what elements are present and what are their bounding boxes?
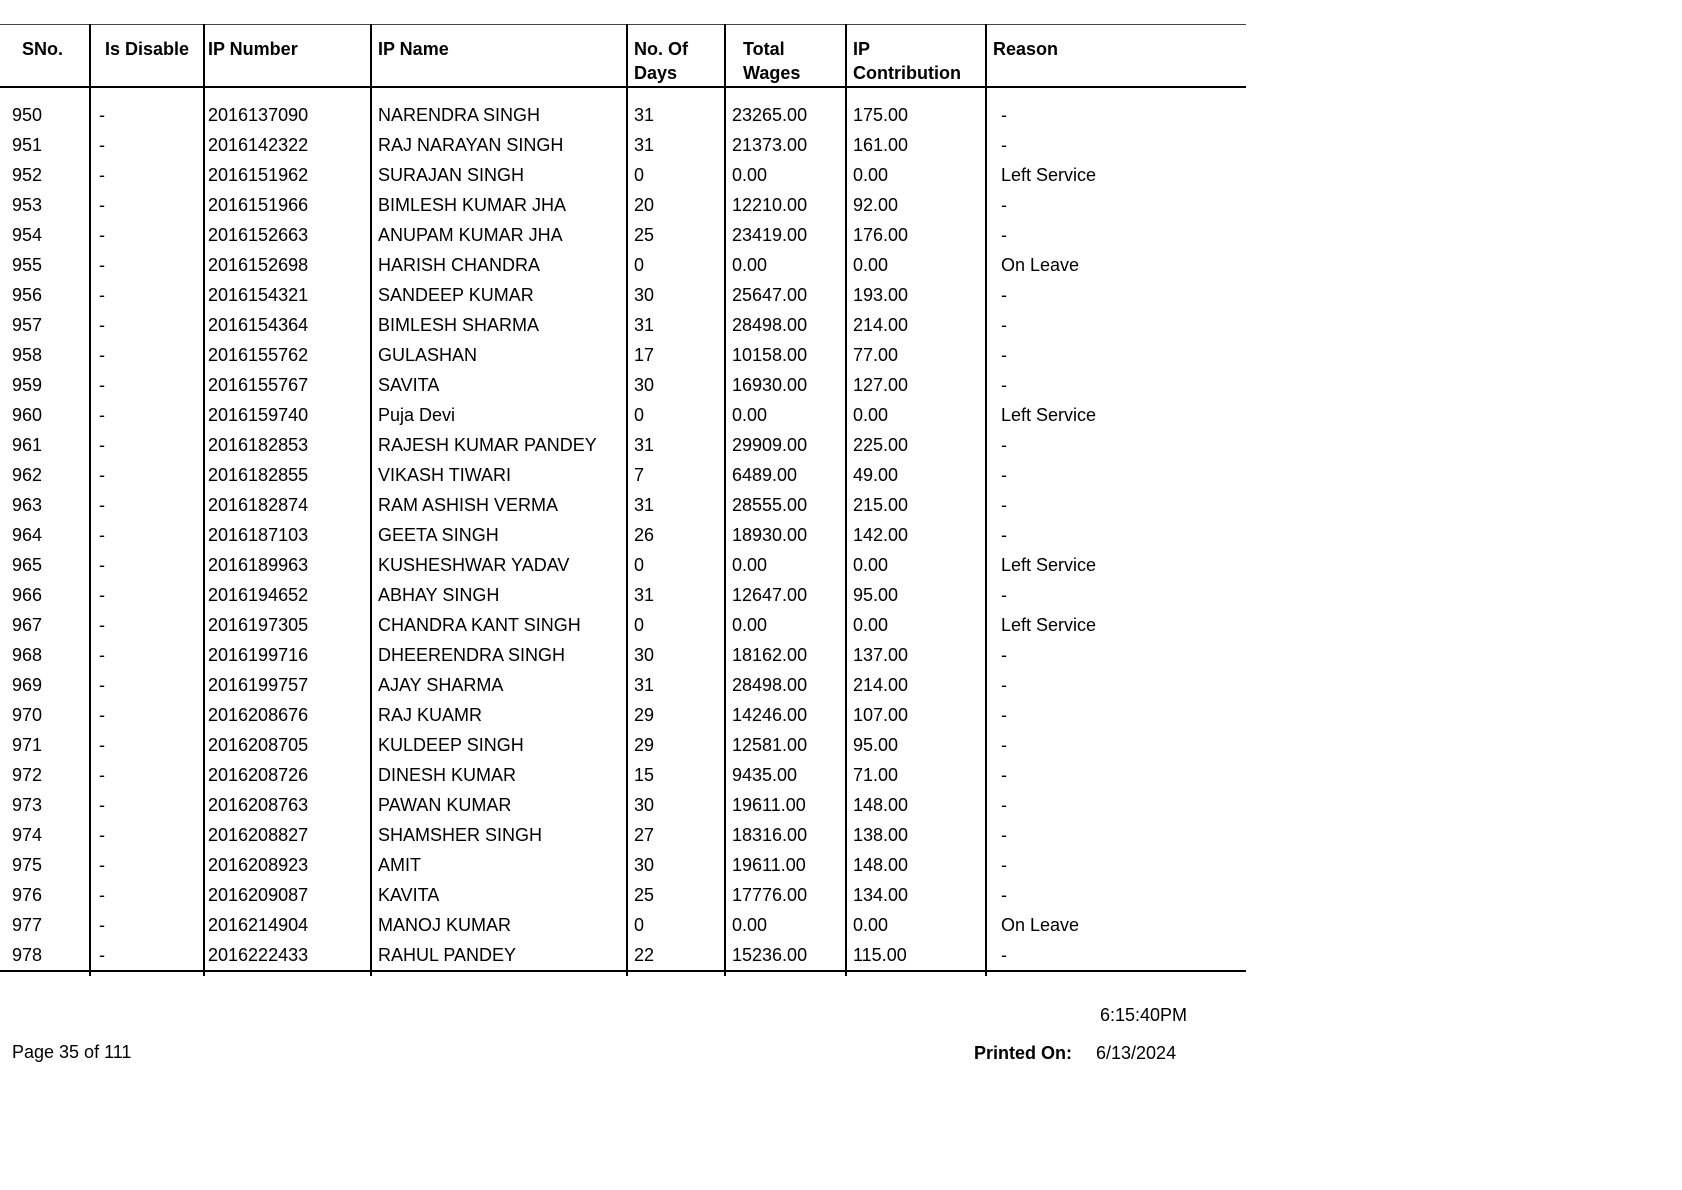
cell-ip-name: PAWAN KUMAR [371, 790, 627, 820]
table-row [0, 520, 1246, 550]
cell-is-disable: - [90, 850, 204, 880]
cell-ip-number: 2016159740 [204, 400, 371, 430]
cell-ip-number: 2016182853 [204, 430, 371, 460]
cell-ip-contribution: 95.00 [846, 580, 986, 610]
header-reason: Reason [986, 25, 1246, 87]
header-row [0, 25, 1246, 87]
cell-total-wages: 0.00 [725, 610, 846, 640]
cell-is-disable: - [90, 610, 204, 640]
table-row [0, 250, 1246, 280]
cell-sno: 956 [12, 284, 43, 305]
cell-no-of-days: 0 [627, 160, 725, 190]
cell-total-wages: 12647.00 [725, 580, 846, 610]
cell-no-of-days: 31 [627, 310, 725, 340]
cell-ip-contribution: 95.00 [846, 730, 986, 760]
table-row [0, 550, 1246, 580]
cell-reason: - [986, 310, 1246, 340]
cell-no-of-days: 31 [627, 670, 725, 700]
cell-reason: - [986, 340, 1246, 370]
cell-ip-number: 2016208763 [204, 790, 371, 820]
cell-total-wages: 19611.00 [725, 850, 846, 880]
cell-no-of-days: 29 [627, 730, 725, 760]
cell-ip-name: ABHAY SINGH [371, 580, 627, 610]
cell-no-of-days: 31 [627, 430, 725, 460]
cell-sno: 963 [12, 494, 43, 515]
cell-is-disable: - [90, 400, 204, 430]
cell-ip-contribution: 148.00 [846, 850, 986, 880]
cell-no-of-days: 31 [627, 490, 725, 520]
cell-ip-name: VIKASH TIWARI [371, 460, 627, 490]
cell-total-wages: 10158.00 [725, 340, 846, 370]
cell-ip-number: 2016137090 [204, 100, 371, 130]
cell-ip-number: 2016154364 [204, 310, 371, 340]
cell-reason: - [986, 100, 1246, 130]
cell-ip-name: SHAMSHER SINGH [371, 820, 627, 850]
header-no-of-days: No. Of Days [627, 25, 725, 87]
cell-ip-contribution: 49.00 [846, 460, 986, 490]
cell-sno: 964 [12, 524, 43, 545]
table-row [0, 100, 1246, 130]
table-tail-row [0, 971, 1246, 976]
cell-total-wages: 28555.00 [725, 490, 846, 520]
cell-reason: - [986, 580, 1246, 610]
cell-ip-name: ANUPAM KUMAR JHA [371, 220, 627, 250]
cell-ip-number: 2016189963 [204, 550, 371, 580]
cell-total-wages: 23265.00 [725, 100, 846, 130]
cell-total-wages: 29909.00 [725, 430, 846, 460]
cell-total-wages: 0.00 [725, 160, 846, 190]
cell-reason: On Leave [986, 910, 1246, 940]
table-row [0, 910, 1246, 940]
cell-sno: 965 [12, 554, 43, 575]
cell-no-of-days: 31 [627, 130, 725, 160]
cell-is-disable: - [90, 940, 204, 971]
table-row [0, 160, 1246, 190]
cell-ip-number: 2016197305 [204, 610, 371, 640]
cell-ip-name: CHANDRA KANT SINGH [371, 610, 627, 640]
cell-ip-contribution: 77.00 [846, 340, 986, 370]
header-ip-number: IP Number [204, 25, 371, 87]
cell-ip-number: 2016142322 [204, 130, 371, 160]
table-row [0, 730, 1246, 760]
cell-no-of-days: 25 [627, 220, 725, 250]
cell-ip-contribution: 225.00 [846, 430, 986, 460]
cell-is-disable: - [90, 190, 204, 220]
cell-ip-contribution: 0.00 [846, 160, 986, 190]
cell-ip-name: AMIT [371, 850, 627, 880]
table-row [0, 610, 1246, 640]
cell-sno: 975 [12, 854, 43, 875]
cell-sno: 957 [12, 314, 43, 335]
cell-ip-name: SANDEEP KUMAR [371, 280, 627, 310]
cell-reason: - [986, 190, 1246, 220]
cell-sno: 967 [12, 614, 43, 635]
cell-ip-contribution: 92.00 [846, 190, 986, 220]
cell-total-wages: 6489.00 [725, 460, 846, 490]
table-row [0, 940, 1246, 971]
cell-ip-contribution: 115.00 [846, 940, 986, 971]
cell-ip-number: 2016151962 [204, 160, 371, 190]
cell-reason: - [986, 490, 1246, 520]
footer-printed-on-label: Printed On: [974, 1043, 1072, 1063]
cell-is-disable: - [90, 730, 204, 760]
cell-ip-name: GULASHAN [371, 340, 627, 370]
cell-is-disable: - [90, 280, 204, 310]
cell-is-disable: - [90, 760, 204, 790]
cell-ip-number: 2016151966 [204, 190, 371, 220]
cell-ip-number: 2016199757 [204, 670, 371, 700]
cell-ip-contribution: 148.00 [846, 790, 986, 820]
cell-total-wages: 0.00 [725, 400, 846, 430]
cell-ip-number: 2016199716 [204, 640, 371, 670]
cell-sno: 962 [12, 464, 43, 485]
header-ip-contribution: IP Contribution [846, 25, 986, 87]
cell-total-wages: 9435.00 [725, 760, 846, 790]
ip-contribution-table [0, 24, 1246, 976]
cell-no-of-days: 0 [627, 250, 725, 280]
cell-no-of-days: 27 [627, 820, 725, 850]
cell-ip-name: KAVITA [371, 880, 627, 910]
cell-sno: 968 [12, 644, 43, 665]
cell-sno: 955 [12, 254, 43, 275]
cell-total-wages: 14246.00 [725, 700, 846, 730]
cell-ip-name: MANOJ KUMAR [371, 910, 627, 940]
table-row [0, 310, 1246, 340]
cell-total-wages: 18162.00 [725, 640, 846, 670]
cell-sno: 969 [12, 674, 43, 695]
cell-reason: - [986, 670, 1246, 700]
table-row [0, 280, 1246, 310]
cell-ip-number: 2016152698 [204, 250, 371, 280]
cell-is-disable: - [90, 820, 204, 850]
cell-is-disable: - [90, 790, 204, 820]
cell-no-of-days: 7 [627, 460, 725, 490]
cell-ip-contribution: 176.00 [846, 220, 986, 250]
cell-ip-number: 2016222433 [204, 940, 371, 971]
cell-sno: 973 [12, 794, 43, 815]
table-row [0, 400, 1246, 430]
cell-ip-number: 2016182855 [204, 460, 371, 490]
cell-is-disable: - [90, 640, 204, 670]
cell-is-disable: - [90, 220, 204, 250]
cell-reason: - [986, 460, 1246, 490]
cell-ip-name: RAJ KUAMR [371, 700, 627, 730]
cell-ip-name: RAM ASHISH VERMA [371, 490, 627, 520]
cell-ip-number: 2016208676 [204, 700, 371, 730]
cell-sno: 978 [0, 940, 90, 971]
header-sno: SNo. [0, 25, 90, 87]
cell-ip-contribution: 71.00 [846, 760, 986, 790]
cell-ip-number: 2016155762 [204, 340, 371, 370]
cell-reason: - [986, 760, 1246, 790]
cell-total-wages: 21373.00 [725, 130, 846, 160]
cell-no-of-days: 31 [627, 580, 725, 610]
cell-ip-name: AJAY SHARMA [371, 670, 627, 700]
cell-ip-contribution: 138.00 [846, 820, 986, 850]
cell-ip-contribution: 0.00 [846, 610, 986, 640]
cell-total-wages: 18930.00 [725, 520, 846, 550]
footer-page-number: Page 35 of 111 [12, 1042, 132, 1062]
cell-is-disable: - [90, 910, 204, 940]
cell-ip-number: 2016155767 [204, 370, 371, 400]
cell-total-wages: 25647.00 [725, 280, 846, 310]
cell-ip-name: RAJESH KUMAR PANDEY [371, 430, 627, 460]
cell-sno: 966 [12, 584, 43, 605]
cell-reason: - [986, 820, 1246, 850]
cell-sno: 954 [12, 224, 43, 245]
cell-sno: 972 [12, 764, 43, 785]
table-header [0, 25, 1246, 87]
cell-no-of-days: 30 [627, 280, 725, 310]
cell-total-wages: 15236.00 [725, 940, 846, 971]
cell-reason: - [986, 370, 1246, 400]
cell-reason: - [986, 640, 1246, 670]
table-row [0, 850, 1246, 880]
cell-no-of-days: 31 [627, 100, 725, 130]
cell-ip-name: Puja Devi [371, 400, 627, 430]
cell-ip-contribution: 215.00 [846, 490, 986, 520]
table-row [0, 430, 1246, 460]
cell-no-of-days: 30 [627, 370, 725, 400]
cell-reason: - [986, 730, 1246, 760]
cell-ip-contribution: 0.00 [846, 910, 986, 940]
table-row [0, 670, 1246, 700]
table-row [0, 880, 1246, 910]
cell-ip-name: HARISH CHANDRA [371, 250, 627, 280]
cell-ip-contribution: 142.00 [846, 520, 986, 550]
cell-no-of-days: 20 [627, 190, 725, 220]
cell-reason: On Leave [986, 250, 1246, 280]
cell-ip-number: 2016208705 [204, 730, 371, 760]
cell-ip-contribution: 0.00 [846, 400, 986, 430]
table-row [0, 580, 1246, 610]
cell-ip-contribution: 134.00 [846, 880, 986, 910]
cell-reason: - [986, 220, 1246, 250]
table-spacer-row [0, 87, 1246, 100]
cell-no-of-days: 22 [627, 940, 725, 971]
cell-is-disable: - [90, 460, 204, 490]
cell-total-wages: 19611.00 [725, 790, 846, 820]
table-body [0, 87, 1246, 976]
cell-reason: Left Service [986, 550, 1246, 580]
cell-reason: - [986, 790, 1246, 820]
cell-ip-number: 2016194652 [204, 580, 371, 610]
header-is-disable: Is Disable [90, 25, 204, 87]
cell-ip-contribution: 214.00 [846, 670, 986, 700]
table-row [0, 190, 1246, 220]
cell-no-of-days: 30 [627, 790, 725, 820]
table-row [0, 640, 1246, 670]
cell-ip-contribution: 0.00 [846, 550, 986, 580]
cell-ip-number: 2016154321 [204, 280, 371, 310]
cell-reason: - [986, 880, 1246, 910]
cell-ip-name: SURAJAN SINGH [371, 160, 627, 190]
cell-is-disable: - [90, 340, 204, 370]
cell-ip-contribution: 193.00 [846, 280, 986, 310]
cell-sno: 950 [12, 104, 43, 125]
cell-ip-name: SAVITA [371, 370, 627, 400]
cell-reason: - [986, 430, 1246, 460]
cell-is-disable: - [90, 310, 204, 340]
cell-no-of-days: 30 [627, 850, 725, 880]
cell-sno: 961 [12, 434, 43, 455]
cell-no-of-days: 0 [627, 610, 725, 640]
header-total-wages: Total Wages [725, 25, 846, 87]
cell-ip-contribution: 107.00 [846, 700, 986, 730]
cell-total-wages: 12581.00 [725, 730, 846, 760]
cell-ip-contribution: 137.00 [846, 640, 986, 670]
cell-is-disable: - [90, 430, 204, 460]
cell-sno: 952 [12, 164, 43, 185]
cell-no-of-days: 25 [627, 880, 725, 910]
table-row [0, 370, 1246, 400]
cell-sno: 951 [12, 134, 43, 155]
cell-ip-name: DINESH KUMAR [371, 760, 627, 790]
footer-printed-on-date: 6/13/2024 [1096, 1043, 1177, 1063]
cell-sno: 960 [12, 404, 43, 425]
cell-total-wages: 28498.00 [725, 670, 846, 700]
cell-ip-contribution: 161.00 [846, 130, 986, 160]
cell-is-disable: - [90, 370, 204, 400]
cell-total-wages: 0.00 [725, 550, 846, 580]
cell-is-disable: - [90, 700, 204, 730]
cell-ip-contribution: 175.00 [846, 100, 986, 130]
cell-no-of-days: 30 [627, 640, 725, 670]
cell-is-disable: - [90, 490, 204, 520]
cell-ip-number: 2016208923 [204, 850, 371, 880]
cell-ip-name: BIMLESH SHARMA [371, 310, 627, 340]
cell-sno: 974 [12, 824, 43, 845]
cell-ip-contribution: 127.00 [846, 370, 986, 400]
cell-reason: Left Service [986, 610, 1246, 640]
cell-sno: 958 [12, 344, 43, 365]
cell-is-disable: - [90, 580, 204, 610]
cell-is-disable: - [90, 550, 204, 580]
cell-ip-number: 2016182874 [204, 490, 371, 520]
cell-is-disable: - [90, 250, 204, 280]
cell-reason: - [986, 520, 1246, 550]
table-row [0, 340, 1246, 370]
cell-ip-number: 2016209087 [204, 880, 371, 910]
cell-ip-name: KUSHESHWAR YADAV [371, 550, 627, 580]
table-row [0, 220, 1246, 250]
cell-no-of-days: 0 [627, 910, 725, 940]
cell-total-wages: 0.00 [725, 910, 846, 940]
cell-sno: 977 [12, 914, 43, 935]
cell-sno: 959 [12, 374, 43, 395]
cell-ip-number: 2016214904 [204, 910, 371, 940]
cell-reason: - [986, 940, 1246, 971]
cell-no-of-days: 0 [627, 550, 725, 580]
cell-total-wages: 23419.00 [725, 220, 846, 250]
cell-reason: Left Service [986, 400, 1246, 430]
cell-is-disable: - [90, 100, 204, 130]
table-row [0, 820, 1246, 850]
cell-ip-name: KULDEEP SINGH [371, 730, 627, 760]
cell-ip-name: RAHUL PANDEY [371, 940, 627, 971]
footer-print-time: 6:15:40PM [1100, 1005, 1188, 1025]
cell-is-disable: - [90, 520, 204, 550]
cell-sno: 971 [12, 734, 43, 755]
cell-ip-name: DHEERENDRA SINGH [371, 640, 627, 670]
cell-no-of-days: 17 [627, 340, 725, 370]
cell-no-of-days: 26 [627, 520, 725, 550]
cell-reason: - [986, 700, 1246, 730]
cell-ip-name: RAJ NARAYAN SINGH [371, 130, 627, 160]
cell-ip-name: NARENDRA SINGH [371, 100, 627, 130]
cell-total-wages: 0.00 [725, 250, 846, 280]
cell-ip-name: BIMLESH KUMAR JHA [371, 190, 627, 220]
cell-ip-number: 2016152663 [204, 220, 371, 250]
cell-sno: 976 [12, 884, 43, 905]
cell-sno: 953 [12, 194, 43, 215]
cell-ip-contribution: 0.00 [846, 250, 986, 280]
table-row [0, 130, 1246, 160]
cell-ip-number: 2016187103 [204, 520, 371, 550]
cell-ip-name: GEETA SINGH [371, 520, 627, 550]
cell-no-of-days: 15 [627, 760, 725, 790]
cell-ip-contribution: 214.00 [846, 310, 986, 340]
table-row [0, 460, 1246, 490]
cell-is-disable: - [90, 130, 204, 160]
cell-no-of-days: 29 [627, 700, 725, 730]
cell-reason: - [986, 280, 1246, 310]
cell-total-wages: 17776.00 [725, 880, 846, 910]
cell-is-disable: - [90, 160, 204, 190]
table-row [0, 490, 1246, 520]
cell-reason: Left Service [986, 160, 1246, 190]
header-ip-name: IP Name [371, 25, 627, 87]
cell-reason: - [986, 130, 1246, 160]
cell-total-wages: 12210.00 [725, 190, 846, 220]
table-row [0, 760, 1246, 790]
cell-is-disable: - [90, 670, 204, 700]
cell-ip-number: 2016208726 [204, 760, 371, 790]
cell-reason: - [986, 850, 1246, 880]
table-row [0, 700, 1246, 730]
table-row [0, 790, 1246, 820]
cell-total-wages: 18316.00 [725, 820, 846, 850]
cell-sno: 970 [12, 704, 43, 725]
cell-total-wages: 28498.00 [725, 310, 846, 340]
cell-no-of-days: 0 [627, 400, 725, 430]
cell-is-disable: - [90, 880, 204, 910]
cell-total-wages: 16930.00 [725, 370, 846, 400]
cell-ip-number: 2016208827 [204, 820, 371, 850]
